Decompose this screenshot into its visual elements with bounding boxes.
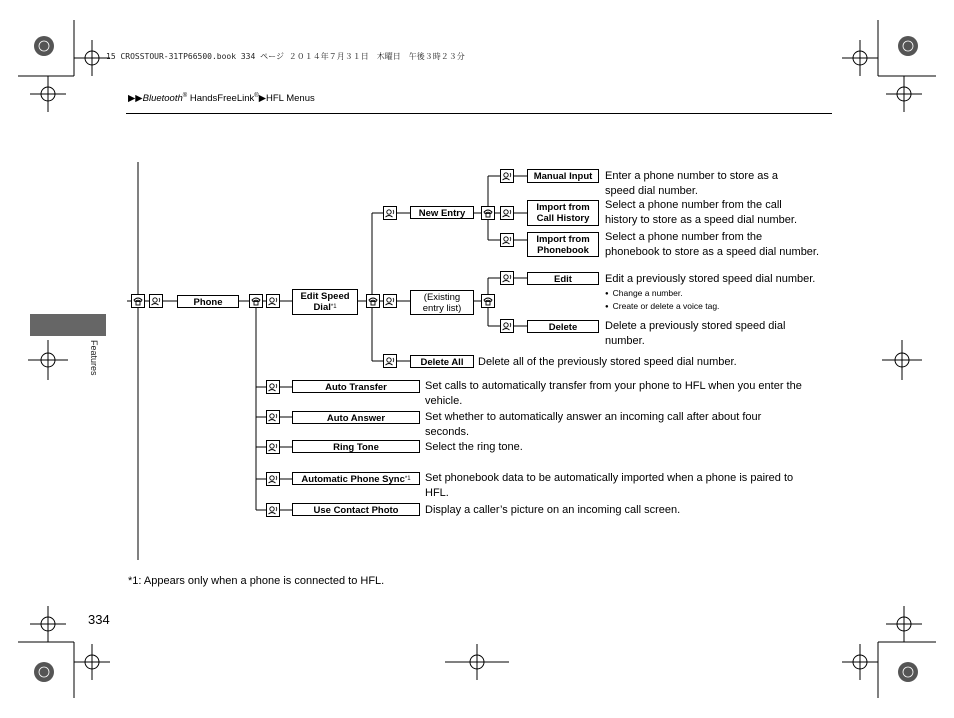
footnote: *1: Appears only when a phone is connected to HFL. (128, 575, 385, 587)
desc-line: Set whether to automatically answer an incoming call after about four (425, 411, 762, 423)
voice-talk-icon (383, 294, 397, 308)
menu-edit-speed-dial-line2: Dial (313, 302, 331, 313)
voice-talk-icon (500, 233, 514, 247)
desc-import-phonebook (605, 230, 835, 260)
desc-line: Select a phone number from the (605, 231, 763, 243)
desc-line: number. (605, 335, 645, 347)
menu-existing-line1: (Existing (423, 292, 461, 303)
voice-talk-icon (383, 354, 397, 368)
voice-talk-icon (149, 294, 163, 308)
footnote-marker: *1 (330, 304, 337, 310)
menu-edit-speed-dial[interactable] (292, 289, 358, 315)
desc-bullet: ● Change a number. (605, 287, 835, 300)
page-number: 334 (88, 612, 110, 627)
breadcrumb-reg: ® (182, 93, 188, 99)
phone-button-icon (366, 294, 380, 308)
desc-line: Select a phone number from the call (605, 199, 782, 211)
desc-line: vehicle. (425, 395, 463, 407)
desc-edit (605, 272, 835, 313)
phone-button-icon (131, 294, 145, 308)
menu-automatic-phone-sync-label: Automatic Phone Sync (301, 474, 405, 485)
voice-talk-icon (266, 294, 280, 308)
menu-import-call-line1: Import from (536, 202, 590, 213)
menu-auto-answer[interactable]: Auto Answer (292, 411, 420, 424)
footnote-marker: *1 (404, 476, 411, 482)
breadcrumb-hfl: HandsFreeLink (187, 93, 255, 104)
desc-line: HFL. (425, 487, 449, 499)
desc-line: Delete a previously stored speed dial (605, 320, 786, 332)
voice-talk-icon (383, 206, 397, 220)
desc-line: Set phonebook data to be automatically imported when a phone is paired to (425, 472, 794, 484)
desc-line: history to store as a speed dial number. (605, 214, 797, 226)
voice-talk-icon (500, 206, 514, 220)
phone-button-icon (481, 206, 495, 220)
menu-import-phonebook[interactable] (527, 232, 599, 257)
desc-bullet: ● Create or delete a voice tag. (605, 300, 835, 313)
desc-delete (605, 319, 835, 349)
desc-line: Edit a previously stored speed dial number. (605, 273, 816, 285)
section-label: Features (89, 340, 99, 376)
menu-existing-line2: entry list) (422, 303, 462, 314)
desc-use-contact-photo: Display a caller’s picture on an incoming call screen. (425, 504, 681, 516)
breadcrumb-reg-2: ® (254, 93, 259, 99)
print-header: 15 CROSSTOUR-31TP66500.book 334 ページ ２０１４年７月３１日 木曜日 午後３時２３分 (106, 52, 465, 61)
desc-line: Set calls to automatically transfer from your phone to HFL when you enter the (425, 380, 802, 392)
menu-automatic-phone-sync[interactable] (292, 472, 420, 485)
menu-use-contact-photo[interactable]: Use Contact Photo (292, 503, 420, 516)
desc-line: phonebook to store as a speed dial number. (605, 246, 820, 258)
phone-button-icon (249, 294, 263, 308)
breadcrumb-arrows: ▶▶ (128, 93, 143, 104)
desc-line: speed dial number. (605, 185, 698, 197)
desc-delete-all: Delete all of the previously stored speed dial number. (478, 356, 737, 368)
menu-delete[interactable]: Delete (527, 320, 599, 333)
breadcrumb-current: HFL Menus (266, 93, 315, 104)
voice-talk-icon (266, 440, 280, 454)
voice-talk-icon (266, 503, 280, 517)
desc-ring-tone: Select the ring tone. (425, 441, 523, 453)
voice-talk-icon (266, 410, 280, 424)
desc-auto-answer (425, 410, 830, 440)
voice-talk-icon (266, 380, 280, 394)
phone-button-icon (481, 294, 495, 308)
menu-edit-speed-dial-line1: Edit Speed (300, 291, 350, 302)
desc-automatic-phone-sync (425, 471, 830, 501)
menu-existing-entry-list[interactable] (410, 290, 474, 315)
voice-talk-icon (500, 169, 514, 183)
menu-new-entry[interactable]: New Entry (410, 206, 474, 219)
desc-import-call-history (605, 198, 835, 228)
menu-manual-input[interactable]: Manual Input (527, 169, 599, 183)
desc-auto-transfer (425, 379, 830, 409)
menu-import-phonebook-line1: Import from (536, 234, 590, 245)
menu-phone[interactable]: Phone (177, 295, 239, 308)
menu-ring-tone[interactable]: Ring Tone (292, 440, 420, 453)
desc-line: Enter a phone number to store as a (605, 170, 779, 182)
menu-auto-transfer[interactable]: Auto Transfer (292, 380, 420, 393)
menu-delete-all[interactable]: Delete All (410, 355, 474, 368)
desc-manual-input (605, 169, 825, 199)
menu-import-phonebook-line2: Phonebook (537, 245, 589, 256)
menu-import-call-line2: Call History (536, 213, 590, 224)
voice-talk-icon (266, 472, 280, 486)
desc-line: seconds. (425, 426, 470, 438)
breadcrumb-bluetooth: Bluetooth (142, 93, 183, 104)
breadcrumb-sep: ▶ (258, 93, 266, 104)
voice-talk-icon (500, 319, 514, 333)
menu-edit[interactable]: Edit (527, 272, 599, 285)
menu-import-call-history[interactable] (527, 200, 599, 226)
voice-talk-icon (500, 271, 514, 285)
